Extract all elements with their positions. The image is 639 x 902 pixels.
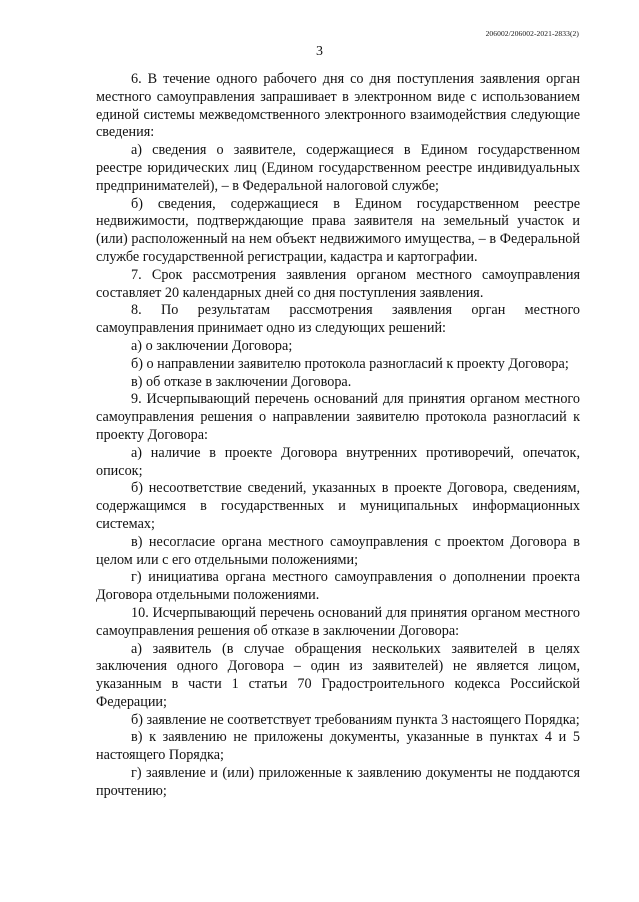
paragraph: б) о направлении заявителю протокола разногласий к проекту Договора; [131, 355, 569, 372]
paragraph: 9. Исчерпывающий перечень оснований для принятия органом местного самоуправления решения о направлении заявителю протокола разногласий к проекту Договора: [96, 391, 580, 443]
paragraph: а) о заключении Договора; [131, 337, 293, 354]
paragraph: а) наличие в проекте Договора внутренних противоречий, опечаток, описок; [96, 444, 580, 479]
paragraph: б) несоответствие сведений, указанных в проекте Договора, сведениям, содержащимся в государственных и муниципальных информационных системах; [96, 480, 580, 532]
paragraph: 7. Срок рассмотрения заявления органом местного самоуправления составляет 20 календарных дней со дня поступления заявления. [96, 266, 580, 301]
paragraph: 8. По результатам рассмотрения заявления орган местного самоуправления принимает одно из следующих решений: [96, 302, 580, 337]
paragraph: б) заявление не соответствует требованиям пункта 3 настоящего Порядка; [131, 711, 580, 728]
paragraph: а) сведения о заявителе, содержащиеся в Едином государственном реестре юридических лиц (Едином государственном реестре индивидуальных предпринимателей), – в Федеральной налоговой службе; [96, 142, 580, 194]
paragraph: в) об отказе в заключении Договора. [131, 373, 352, 390]
paragraph: 10. Исчерпывающий перечень оснований для принятия органом местного самоуправления решения об отказе в заключении Договора: [96, 604, 580, 639]
paragraph: в) несогласие органа местного самоуправления с проектом Договора в целом или с его отдельными положениями; [96, 533, 580, 568]
paragraph: в) к заявлению не приложены документы, указанные в пунктах 4 и 5 настоящего Порядка; [96, 729, 580, 764]
document-body [96, 71, 580, 801]
paragraph: 6. В течение одного рабочего дня со дня поступления заявления орган местного самоуправления запрашивает в электронном виде с использованием единой системы межведомственного электронного взаимодействия следующие сведения: [96, 71, 580, 141]
paragraph: г) инициатива органа местного самоуправления о дополнении проекта Договора отдельными положениями. [96, 569, 580, 604]
document-number: 206002/206002-2021-2833(2) [485, 29, 579, 38]
paragraph: а) заявитель (в случае обращения нескольких заявителей в целях заключения одного Договора – один из заявителей) не является лицом, указанным в части 1 статьи 70 Градостроительного кодекса Российской Федерации; [96, 640, 580, 710]
paragraph: г) заявление и (или) приложенные к заявлению документы не поддаются прочтению; [96, 765, 580, 799]
paragraph: б) сведения, содержащиеся в Едином государственном реестре недвижимости, подтверждающие права заявителя на земельный участок и (или) расположенный на нем объект недвижимого имущества, – в Федеральной службе государственной регистрации, кадастра и картографии. [96, 195, 580, 265]
page-number: 3 [316, 44, 323, 59]
